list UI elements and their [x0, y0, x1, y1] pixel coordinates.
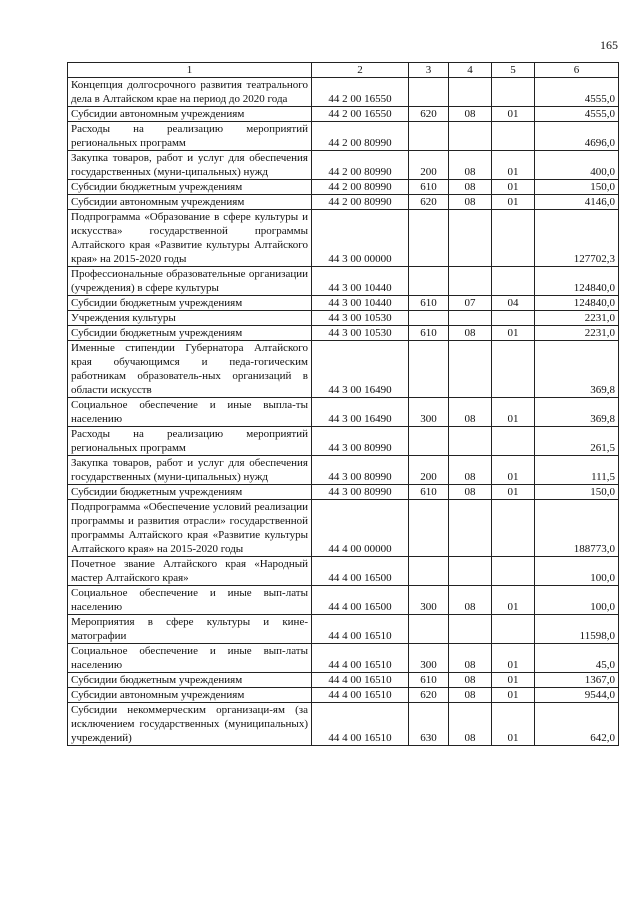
- target-code-cell: 44 3 00 16490: [312, 341, 409, 398]
- expense-name-cell: Учреждения культуры: [68, 311, 312, 326]
- target-code-cell: 44 4 00 16500: [312, 586, 409, 615]
- expense-type-cell: [409, 78, 449, 107]
- section-cell: 08: [449, 586, 492, 615]
- subsection-cell: 01: [492, 180, 535, 195]
- section-cell: [449, 557, 492, 586]
- amount-cell: 100,0: [535, 557, 619, 586]
- target-code-cell: 44 4 00 16500: [312, 557, 409, 586]
- expense-type-cell: [409, 427, 449, 456]
- expense-name-cell: Субсидии бюджетным учреждениям: [68, 673, 312, 688]
- target-code-cell: 44 3 00 80990: [312, 427, 409, 456]
- expense-type-cell: 620: [409, 195, 449, 210]
- expense-type-cell: 620: [409, 688, 449, 703]
- subsection-cell: 01: [492, 688, 535, 703]
- target-code-cell: 44 3 00 10440: [312, 296, 409, 311]
- subsection-cell: [492, 122, 535, 151]
- table-row: [68, 151, 619, 180]
- section-cell: [449, 615, 492, 644]
- expense-type-cell: [409, 615, 449, 644]
- target-code-cell: 44 3 00 10530: [312, 311, 409, 326]
- target-code-cell: 44 3 00 16490: [312, 398, 409, 427]
- expense-type-cell: 610: [409, 326, 449, 341]
- target-code-cell: 44 2 00 80990: [312, 122, 409, 151]
- subsection-cell: 01: [492, 644, 535, 673]
- table-row: [68, 341, 619, 398]
- expense-type-cell: [409, 557, 449, 586]
- subsection-cell: 01: [492, 195, 535, 210]
- expense-type-cell: [409, 500, 449, 557]
- target-code-cell: 44 3 00 80990: [312, 456, 409, 485]
- subsection-cell: [492, 500, 535, 557]
- subsection-cell: 04: [492, 296, 535, 311]
- expense-name-cell: Профессиональные образовательные организации (учреждения) в сфере культуры: [68, 267, 312, 296]
- subsection-cell: 01: [492, 398, 535, 427]
- expense-name-cell: Расходы на реализацию мероприятий региональных программ: [68, 122, 312, 151]
- target-code-cell: 44 4 00 16510: [312, 703, 409, 746]
- table-row: [68, 398, 619, 427]
- expense-type-cell: 610: [409, 180, 449, 195]
- table-row: [68, 557, 619, 586]
- expense-name-cell: Именные стипендии Губернатора Алтайского края обучающимся и педа-гогическим работникам образователь-ных организаций в области искусств: [68, 341, 312, 398]
- subsection-cell: 01: [492, 456, 535, 485]
- target-code-cell: 44 2 00 80990: [312, 195, 409, 210]
- table-row: [68, 703, 619, 746]
- section-cell: [449, 267, 492, 296]
- expense-type-cell: 630: [409, 703, 449, 746]
- target-code-cell: 44 3 00 80990: [312, 485, 409, 500]
- amount-cell: 1367,0: [535, 673, 619, 688]
- table-row: [68, 673, 619, 688]
- subsection-cell: 01: [492, 485, 535, 500]
- amount-cell: 111,5: [535, 456, 619, 485]
- target-code-cell: 44 4 00 16510: [312, 615, 409, 644]
- amount-cell: 400,0: [535, 151, 619, 180]
- table-row: [68, 456, 619, 485]
- section-cell: 08: [449, 107, 492, 122]
- expense-name-cell: Подпрограмма «Образование в сфере культуры и искусства» государственной программы Алтайского края «Развитие культуры Алтайского края» на 2015-2020 годы: [68, 210, 312, 267]
- amount-cell: 4555,0: [535, 78, 619, 107]
- amount-cell: 2231,0: [535, 326, 619, 341]
- section-cell: 08: [449, 688, 492, 703]
- section-cell: [449, 78, 492, 107]
- section-cell: 08: [449, 398, 492, 427]
- expense-type-cell: 610: [409, 673, 449, 688]
- expense-type-cell: [409, 311, 449, 326]
- expense-name-cell: Субсидии автономным учреждениям: [68, 107, 312, 122]
- expense-type-cell: [409, 341, 449, 398]
- expense-type-cell: [409, 267, 449, 296]
- target-code-cell: 44 3 00 10440: [312, 267, 409, 296]
- expense-name-cell: Социальное обеспечение и иные вып-латы населению: [68, 644, 312, 673]
- target-code-cell: 44 4 00 00000: [312, 500, 409, 557]
- amount-cell: 369,8: [535, 398, 619, 427]
- expense-name-cell: Субсидии бюджетным учреждениям: [68, 326, 312, 341]
- subsection-cell: [492, 78, 535, 107]
- section-cell: [449, 122, 492, 151]
- section-cell: [449, 311, 492, 326]
- table-row: [68, 485, 619, 500]
- amount-cell: 45,0: [535, 644, 619, 673]
- amount-cell: 124840,0: [535, 267, 619, 296]
- amount-cell: 100,0: [535, 586, 619, 615]
- table-row: [68, 326, 619, 341]
- expense-name-cell: Закупка товаров, работ и услуг для обеспечения государственных (муни-ципальных) нужд: [68, 456, 312, 485]
- section-cell: 08: [449, 326, 492, 341]
- expense-name-cell: Расходы на реализацию мероприятий региональных программ: [68, 427, 312, 456]
- column-header: 3: [409, 63, 449, 78]
- subsection-cell: 01: [492, 107, 535, 122]
- column-header: 4: [449, 63, 492, 78]
- expense-name-cell: Субсидии бюджетным учреждениям: [68, 180, 312, 195]
- expense-type-cell: 200: [409, 151, 449, 180]
- target-code-cell: 44 4 00 16510: [312, 688, 409, 703]
- column-header: 5: [492, 63, 535, 78]
- subsection-cell: 01: [492, 703, 535, 746]
- expense-type-cell: 200: [409, 456, 449, 485]
- expense-type-cell: [409, 210, 449, 267]
- target-code-cell: 44 4 00 16510: [312, 644, 409, 673]
- section-cell: 08: [449, 456, 492, 485]
- table-row: [68, 180, 619, 195]
- section-cell: [449, 210, 492, 267]
- table-row: [68, 311, 619, 326]
- expense-type-cell: [409, 122, 449, 151]
- target-code-cell: 44 2 00 80990: [312, 151, 409, 180]
- subsection-cell: [492, 427, 535, 456]
- amount-cell: 2231,0: [535, 311, 619, 326]
- section-cell: 08: [449, 151, 492, 180]
- table-row: [68, 107, 619, 122]
- subsection-cell: [492, 311, 535, 326]
- amount-cell: 261,5: [535, 427, 619, 456]
- target-code-cell: 44 3 00 00000: [312, 210, 409, 267]
- expense-name-cell: Субсидии автономным учреждениям: [68, 688, 312, 703]
- section-cell: 07: [449, 296, 492, 311]
- amount-cell: 4146,0: [535, 195, 619, 210]
- section-cell: 08: [449, 195, 492, 210]
- target-code-cell: 44 4 00 16510: [312, 673, 409, 688]
- expense-type-cell: 610: [409, 485, 449, 500]
- amount-cell: 369,8: [535, 341, 619, 398]
- expense-name-cell: Почетное звание Алтайского края «Народный мастер Алтайского края»: [68, 557, 312, 586]
- amount-cell: 150,0: [535, 180, 619, 195]
- amount-cell: 642,0: [535, 703, 619, 746]
- amount-cell: 127702,3: [535, 210, 619, 267]
- section-cell: 08: [449, 673, 492, 688]
- amount-cell: 150,0: [535, 485, 619, 500]
- page-number: 165: [600, 38, 618, 52]
- table-header-row: [68, 63, 619, 78]
- expense-name-cell: Субсидии автономным учреждениям: [68, 195, 312, 210]
- budget-table: [67, 62, 619, 746]
- table-row: [68, 688, 619, 703]
- section-cell: 08: [449, 180, 492, 195]
- subsection-cell: 01: [492, 326, 535, 341]
- expense-name-cell: Субсидии бюджетным учреждениям: [68, 296, 312, 311]
- column-header: 6: [535, 63, 619, 78]
- expense-type-cell: 300: [409, 586, 449, 615]
- subsection-cell: [492, 267, 535, 296]
- section-cell: 08: [449, 644, 492, 673]
- subsection-cell: [492, 210, 535, 267]
- column-header: 1: [68, 63, 312, 78]
- expense-name-cell: Закупка товаров, работ и услуг для обеспечения государственных (муни-ципальных) нужд: [68, 151, 312, 180]
- section-cell: 08: [449, 485, 492, 500]
- section-cell: [449, 341, 492, 398]
- amount-cell: 9544,0: [535, 688, 619, 703]
- table-row: [68, 644, 619, 673]
- subsection-cell: [492, 341, 535, 398]
- expense-name-cell: Социальное обеспечение и иные выпла-ты населению: [68, 398, 312, 427]
- table-row: [68, 195, 619, 210]
- target-code-cell: 44 2 00 16550: [312, 107, 409, 122]
- subsection-cell: [492, 557, 535, 586]
- subsection-cell: 01: [492, 151, 535, 180]
- table-row: [68, 78, 619, 107]
- section-cell: [449, 427, 492, 456]
- expense-name-cell: Субсидии бюджетным учреждениям: [68, 485, 312, 500]
- table-row: [68, 500, 619, 557]
- expense-type-cell: 610: [409, 296, 449, 311]
- expense-name-cell: Субсидии некоммерческим организаци-ям (за исключением государственных (муниципальных) учреждений): [68, 703, 312, 746]
- expense-type-cell: 620: [409, 107, 449, 122]
- expense-name-cell: Социальное обеспечение и иные вып-латы населению: [68, 586, 312, 615]
- subsection-cell: [492, 615, 535, 644]
- target-code-cell: 44 2 00 16550: [312, 78, 409, 107]
- subsection-cell: 01: [492, 586, 535, 615]
- amount-cell: 11598,0: [535, 615, 619, 644]
- expense-name-cell: Концепция долгосрочного развития театрального дела в Алтайском крае на период до 2020 года: [68, 78, 312, 107]
- table-row: [68, 267, 619, 296]
- subsection-cell: 01: [492, 673, 535, 688]
- expense-name-cell: Подпрограмма «Обеспечение условий реализации программы и развития отрасли» государственной программы Алтайского края «Развитие культуры Алтайского края» на 2015-2020 годы: [68, 500, 312, 557]
- amount-cell: 188773,0: [535, 500, 619, 557]
- target-code-cell: 44 3 00 10530: [312, 326, 409, 341]
- expense-type-cell: 300: [409, 398, 449, 427]
- table-row: [68, 586, 619, 615]
- section-cell: [449, 500, 492, 557]
- target-code-cell: 44 2 00 80990: [312, 180, 409, 195]
- table-row: [68, 122, 619, 151]
- expense-type-cell: 300: [409, 644, 449, 673]
- section-cell: 08: [449, 703, 492, 746]
- table-row: [68, 296, 619, 311]
- amount-cell: 124840,0: [535, 296, 619, 311]
- table-row: [68, 210, 619, 267]
- expense-name-cell: Мероприятия в сфере культуры и кине-матографии: [68, 615, 312, 644]
- column-header: 2: [312, 63, 409, 78]
- amount-cell: 4696,0: [535, 122, 619, 151]
- amount-cell: 4555,0: [535, 107, 619, 122]
- table-row: [68, 615, 619, 644]
- table-row: [68, 427, 619, 456]
